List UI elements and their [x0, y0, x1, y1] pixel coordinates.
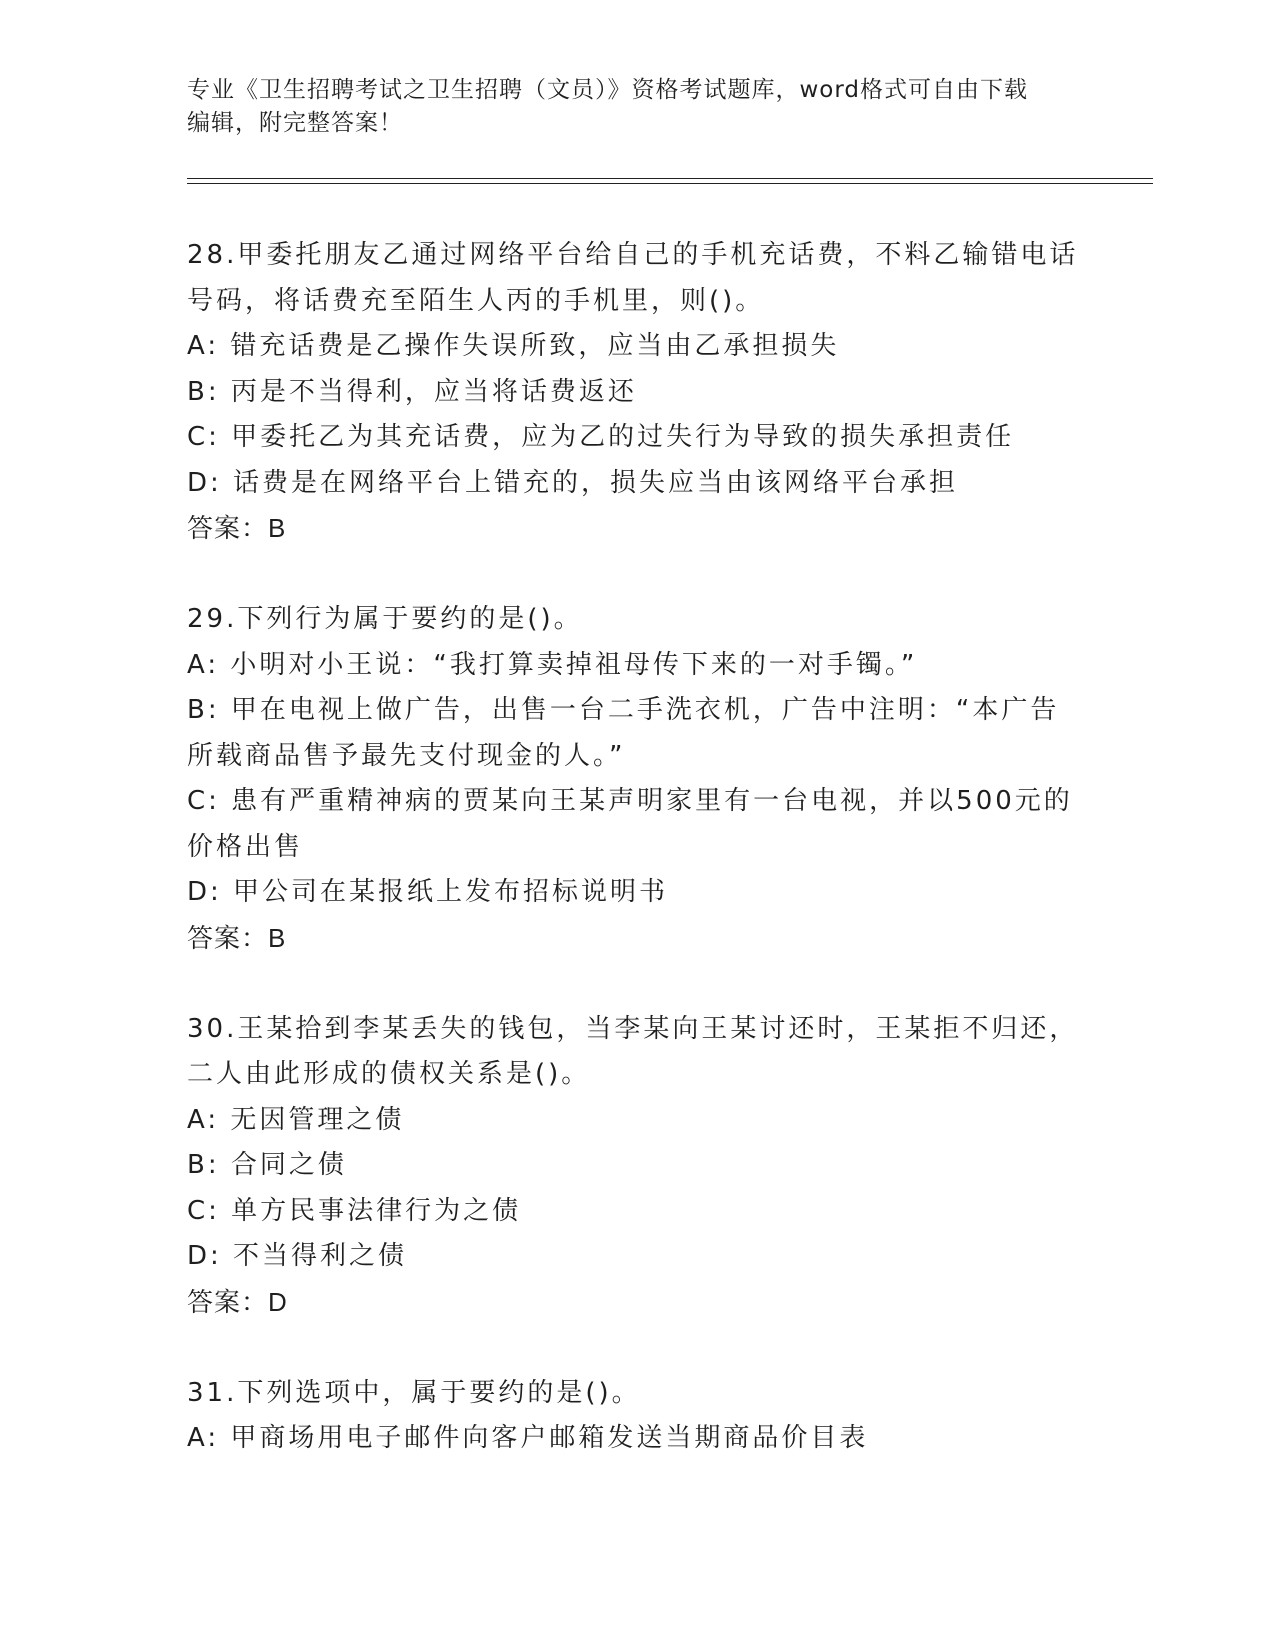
- option-b-continued: 所载商品售予最先支付现金的人。”: [187, 740, 626, 771]
- document-header: [187, 74, 1087, 140]
- question-text-line: 28.甲委托朋友乙通过网络平台给自己的手机充话费，不料乙输错电话: [187, 240, 1079, 270]
- header-line-2: 编辑，附完整答案！: [187, 110, 403, 136]
- header-divider-top: [187, 178, 1153, 179]
- option-c: C: 单方民事法律行为之债: [187, 1195, 522, 1226]
- answer-label: 答案：D: [187, 1286, 288, 1317]
- option-a: A: 小明对小王说：“我打算卖掉祖母传下来的一对手镯。”: [187, 649, 918, 680]
- option-c: C: 患有严重精神病的贾某向王某声明家里有一台电视，并以500元的: [187, 786, 1073, 816]
- option-a: A: 甲商场用电子邮件向客户邮箱发送当期商品价目表: [187, 1423, 869, 1453]
- option-d: D: 甲公司在某报纸上发布招标说明书: [187, 877, 669, 907]
- question-31: [187, 1371, 1087, 1462]
- question-text-line: 30.王某拾到李某丢失的钱包，当李某向王某讨还时，王某拒不归还，: [187, 1013, 1079, 1044]
- option-d: D: 不当得利之债: [187, 1241, 408, 1271]
- question-list: [187, 233, 1087, 1507]
- option-d: D: 话费是在网络平台上错充的，损失应当由该网络平台承担: [187, 467, 959, 498]
- question-text-line: 二人由此形成的债权关系是()。: [187, 1059, 591, 1089]
- option-b: B: 丙是不当得利，应当将话费返还: [187, 376, 637, 407]
- option-b: B: 甲在电视上做广告，出售一台二手洗衣机，广告中注明：“本广告: [187, 695, 1060, 725]
- question-text-line: 31.下列选项中，属于要约的是()。: [187, 1377, 641, 1408]
- question-text-line: 号码，将话费充至陌生人丙的手机里，则()。: [187, 285, 765, 316]
- question-text-line: 29.下列行为属于要约的是()。: [187, 604, 583, 634]
- header-line-1: 专业《卫生招聘考试之卫生招聘（文员）》资格考试题库，word格式可自由下载: [187, 77, 1029, 103]
- option-a: A: 错充话费是乙操作失误所致，应当由乙承担损失: [187, 331, 840, 361]
- header-divider-bottom: [187, 183, 1153, 184]
- question-30: [187, 1007, 1087, 1326]
- option-b: B: 合同之债: [187, 1150, 347, 1180]
- question-28: [187, 233, 1087, 552]
- question-29: [187, 597, 1087, 961]
- option-c: C: 甲委托乙为其充话费，应为乙的过失行为导致的损失承担责任: [187, 422, 1015, 452]
- answer-label: 答案：B: [187, 922, 287, 953]
- answer-label: 答案：B: [187, 513, 287, 543]
- option-a: A: 无因管理之债: [187, 1104, 405, 1135]
- option-c-continued: 价格出售: [187, 831, 304, 862]
